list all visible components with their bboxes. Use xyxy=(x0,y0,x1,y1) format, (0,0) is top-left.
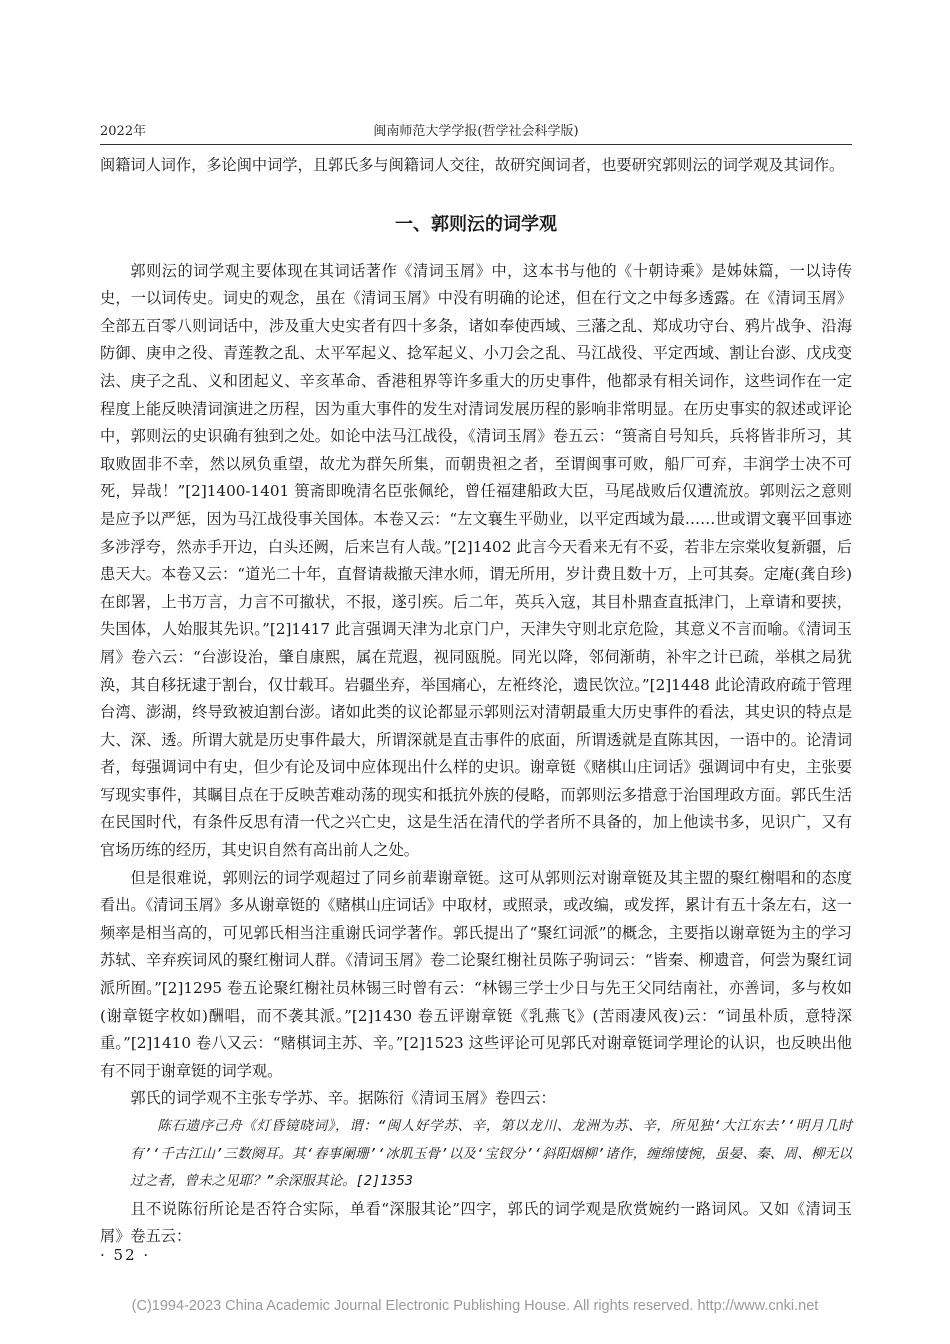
paragraph: 且不说陈衍所论是否符合实际，单看“深服其论”四字，郭氏的词学观是欣赏婉约一路词风。又如《清词玉屑》卷五云： xyxy=(100,1199,852,1246)
running-header xyxy=(100,118,852,140)
block-quote: 陈石遗序己舟《灯昏镜晓词》，谓：“闽人好学苏、辛，第以龙川、龙洲为苏、辛，所见独‘大江东去’‘明月几时有’‘千古江山’三数阕耳。其‘春事阑珊’‘冰肌玉骨’以及‘宝钗分’‘斜阳烟柳’诸作，缠绵悽惋，虽晏、秦、周、柳无以过之者，曾未之见耶？”余深服其论。[2]1353 xyxy=(130,1118,852,1190)
header-divider xyxy=(100,144,852,145)
copyright-notice: (C)1994-2023 China Academic Journal Electronic Publishing House. All rights reserved. http://www.cnki.net xyxy=(131,1298,819,1314)
paragraph: 郭氏的词学观不主张专学苏、辛。据陈衍《清词玉屑》卷四云： xyxy=(130,1089,556,1108)
paragraph: 但是很难说，郭则沄的词学观超过了同乡前辈谢章铤。这可从郭则沄对谢章铤及其主盟的聚红榭唱和的态度看出。《清词玉屑》多从谢章铤的《赌棋山庄词话》中取材，或照录，或改编，或发挥，累计有五十条左右，这一频率是相当高的，可见郭氏相当注重谢氏词学著作。郭氏提出了“聚红词派”的概念，主要指以谢章铤为主的学习苏轼、辛弃疾词风的聚红榭词人群。《清词玉屑》卷二论聚红榭社员陈子驹词云：“皆秦、柳遗音，何尝为聚红词派所囿。”[2]1295 卷五论聚红榭社员林锡三时曾有云：“林锡三学士少日与先王父同结南社，亦善词，多与枚如(谢章铤字枚如)酬唱，而不袭其派。”[2]1430 卷五评谢章铤《乳燕飞》(苦雨凄风夜)云：“词虽朴质，意特深重。”[2]1410 卷八又云：“赌棋词主苏、辛。”[2]1523 这些评论可见郭氏对谢章铤词学理论的认识，也反映出他有不同于谢章铤的词学观。 xyxy=(100,868,852,1080)
article-body xyxy=(100,152,852,1251)
paragraph-continued: 闽籍词人词作，多论闽中词学，且郭氏多与闽籍词人交往，故研究闽词者，也要研究郭则沄的词学观及其词作。 xyxy=(100,156,845,174)
page-number: · 52 · xyxy=(100,1246,151,1264)
header-journal-title: 闽南师范大学学报(哲学社会科学版) xyxy=(373,124,579,139)
paragraph: 郭则沄的词学观主要体现在其词话著作《清词玉屑》中，这本书与他的《十朝诗乘》是姊妹篇，一以诗传史，一以词传史。词史的观念，虽在《清词玉屑》中没有明确的论述，但在行文之中每多透露。在《清词玉屑》全部五百零八则词话中，涉及重大史实者有四十多条，诸如奉使西域、三藩之乱、郑成功守台、鸦片战争、沿海防御、庚申之役、青莲教之乱、太平军起义、捻军起义、小刀会之乱、马江战役、平定西域、割让台澎、戊戌变法、庚子之乱、义和团起义、辛亥革命、香港租界等许多重大的历史事件，他都录有相关词作，这些词作在一定程度上能反映清词演进之历程，因为重大事件的发生对清词发展历程的影响非常明显。在历史事实的叙述或评论中，郭则沄的史识确有独到之处。如论中法马江战役，《清词玉屑》卷五云：“篑斋自号知兵，兵将皆非所习，其取败固非不幸，然以夙负重望，故尤为群矢所集，而朝贵袒之者，至谓闽事可败，船厂可弃，丰润学士决不可死，异哉！”[2]1400-1401 篑斋即晚清名臣张佩纶，曾任福建船政大臣，马尾战败后仅遭流放。郭则沄之意则是应予以严惩，因为马江战役事关国体。本卷又云：“左文襄生平勋业，以平定西域为最……世或谓文襄平回事迹多涉浮夸，然赤手开边，白头还阙，后来岂有人哉。”[2]1402 此言今天看来无有不妥，若非左宗棠收复新疆，后患天大。本卷又云：“道光二十年，直督请裁撤天津水师，谓无所用，岁计费且数十万，上可其奏。定庵(龚自珍)在郎署，上书万言，力言不可撤状，不报，遂引疾。后二年，英兵入寇，其目朴鼎查直抵津门，上章请和要挟，失国体，人始服其先识。”[2]1417 此言强调天津为北京门户，天津失守则北京危险，其意义不言而喻。《清词玉屑》卷六云：“台澎设治，肇自康熙，属在荒遐，视同瓯脱。同光以降，邻伺渐萌，补牢之计已疏，举棋之局犹涣，其自移抚逮于割台，仅廿载耳。岩疆坐弃，举国痛心，左袵终沦，遗民饮泣。”[2]1448 此论清政府疏于管理台湾、澎湖，终导致被迫割台澎。诸如此类的议论都显示郭则沄对清朝最重大历史事件的看法，其史识的特点是大、深、透。所谓大就是历史事件最大，所谓深就是直击事件的底面，所谓透就是直陈其因，一语中的。论清词者，每强调词中有史，但少有论及词中应体现出什么样的史识。谢章铤《赌棋山庄词话》强调词中有史，主张要写现实事件，其瞩目点在于反映苦难动荡的现实和抵抗外族的侵略，而郭则沄多措意于治国理政方面。郭氏生活在民国时代，有条件反思有清一代之兴亡史，这是生活在清代的学者所不具备的，加上他读书多，见识广，又有官场历练的经历，其史识自然有高出前人之处。 xyxy=(100,261,852,860)
header-year: 2022年 xyxy=(100,124,147,139)
section-heading: 一、郭则沄的词学观 xyxy=(395,213,557,235)
